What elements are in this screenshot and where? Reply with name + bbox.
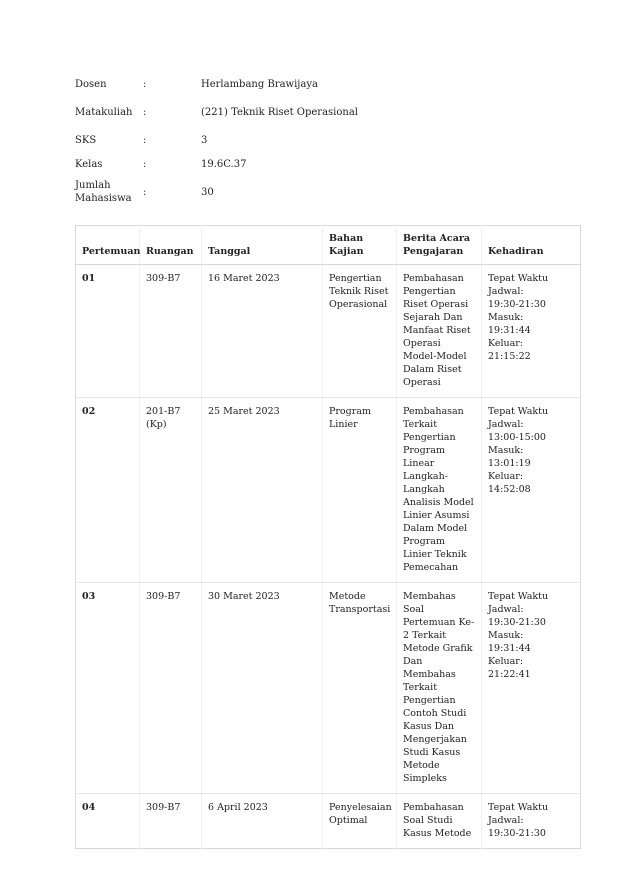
attendance-keluar: 14:52:08 <box>488 484 531 495</box>
cell-berita-acara: Pembahasan Soal Studi Kasus Metode <box>397 794 482 849</box>
cell-bahan-kajian: Pengertian Teknik Riset Operasional <box>323 265 397 398</box>
info-value: (221) Teknik Riset Operasional <box>201 106 359 118</box>
info-separator: : <box>143 78 147 90</box>
attendance-jadwal: 19:30-21:30 <box>488 617 546 628</box>
cell-bahan-kajian: Penyelesaian Optimal <box>323 794 397 849</box>
info-separator: : <box>143 186 147 198</box>
cell-pertemuan: 01 <box>76 265 140 398</box>
info-label: SKS <box>75 134 97 146</box>
meeting-table <box>75 225 581 849</box>
attendance-masuk-label: Masuk: <box>488 630 524 641</box>
info-label: Dosen <box>75 78 107 90</box>
attendance-masuk: 19:31:44 <box>488 325 531 336</box>
attendance-status: Tepat Waktu <box>488 802 549 813</box>
header-berita-acara: Berita Acara Pengajaran <box>397 226 482 265</box>
header-bahan-kajian: Bahan Kajian <box>323 226 397 265</box>
table-header-row <box>76 226 581 265</box>
info-value: 30 <box>201 186 214 198</box>
cell-ruangan: 309-B7 <box>140 583 202 794</box>
attendance-masuk-label: Masuk: <box>488 445 524 456</box>
attendance-status: Tepat Waktu <box>488 591 549 602</box>
cell-tanggal: 6 April 2023 <box>202 794 323 849</box>
cell-ruangan: 309-B7 <box>140 794 202 849</box>
attendance-jadwal: 19:30-21:30 <box>488 828 546 839</box>
info-separator: : <box>143 106 147 118</box>
attendance-masuk: 19:31:44 <box>488 643 531 654</box>
cell-bahan-kajian: Program Linier <box>323 398 397 583</box>
attendance-masuk-label: Masuk: <box>488 312 524 323</box>
cell-kehadiran <box>482 265 581 398</box>
course-info <box>75 72 375 208</box>
attendance-jadwal: 13:00-15:00 <box>488 432 546 443</box>
table-row <box>76 398 581 583</box>
attendance-status: Tepat Waktu <box>488 406 549 417</box>
cell-bahan-kajian: Metode Transportasi <box>323 583 397 794</box>
cell-ruangan: 201-B7 (Kp) <box>140 398 202 583</box>
table-row <box>76 794 581 849</box>
attendance-masuk: 13:01:19 <box>488 458 531 469</box>
cell-pertemuan: 02 <box>76 398 140 583</box>
info-value: 3 <box>201 134 208 146</box>
info-row-matakuliah <box>75 96 375 128</box>
cell-berita-acara: Pembahasan Terkait Pengertian Program Linear Langkah-Langkah Analisis Model Linier Asumsi Dalam Model Program Linier Teknik Pemecahan <box>397 398 482 583</box>
cell-pertemuan: 03 <box>76 583 140 794</box>
cell-tanggal: 30 Maret 2023 <box>202 583 323 794</box>
attendance-keluar: 21:15:22 <box>488 351 531 362</box>
header-kehadiran: Kehadiran <box>482 226 581 265</box>
header-tanggal: Tanggal <box>202 226 323 265</box>
cell-ruangan: 309-B7 <box>140 265 202 398</box>
cell-kehadiran <box>482 794 581 849</box>
cell-pertemuan: 04 <box>82 802 96 813</box>
info-row-dosen <box>75 72 375 96</box>
info-row-sks <box>75 128 375 152</box>
cell-tanggal: 16 Maret 2023 <box>202 265 323 398</box>
cell-berita-acara: Pembahasan Pengertian Riset Operasi Sejarah Dan Manfaat Riset Operasi Model-Model Dalam Riset Operasi <box>397 265 482 398</box>
info-label: Jumlah Mahasiswa <box>75 180 132 204</box>
attendance-jadwal-label: Jadwal: <box>488 286 524 297</box>
table-row <box>76 265 581 398</box>
attendance-jadwal-label: Jadwal: <box>488 815 524 826</box>
attendance-status: Tepat Waktu <box>488 273 549 284</box>
header-ruangan: Ruangan <box>140 226 202 265</box>
info-label: Matakuliah <box>75 106 133 118</box>
info-row-jumlah-mahasiswa <box>75 176 375 208</box>
info-value: 19.6C.37 <box>201 158 247 170</box>
attendance-keluar: 21:22:41 <box>488 669 531 680</box>
attendance-jadwal: 19:30-21:30 <box>488 299 546 310</box>
cell-tanggal: 25 Maret 2023 <box>202 398 323 583</box>
attendance-keluar-label: Keluar: <box>488 471 524 482</box>
attendance-jadwal-label: Jadwal: <box>488 419 524 430</box>
info-separator: : <box>143 134 147 146</box>
cell-kehadiran <box>482 583 581 794</box>
attendance-keluar-label: Keluar: <box>488 338 524 349</box>
attendance-keluar-label: Keluar: <box>488 656 524 667</box>
cell-kehadiran <box>482 398 581 583</box>
cell-berita-acara: Membahas Soal Pertemuan Ke-2 Terkait Metode Grafik Dan Membahas Terkait Pengertian Contoh Studi Kasus Dan Mengerjakan Studi Kasus Metode Simpleks <box>397 583 482 794</box>
info-row-kelas <box>75 152 375 176</box>
info-label: Kelas <box>75 158 103 170</box>
header-pertemuan: Pertemuan <box>76 226 140 265</box>
info-value: Herlambang Brawijaya <box>201 78 318 90</box>
attendance-jadwal-label: Jadwal: <box>488 604 524 615</box>
info-separator: : <box>143 158 147 170</box>
table-row <box>76 583 581 794</box>
